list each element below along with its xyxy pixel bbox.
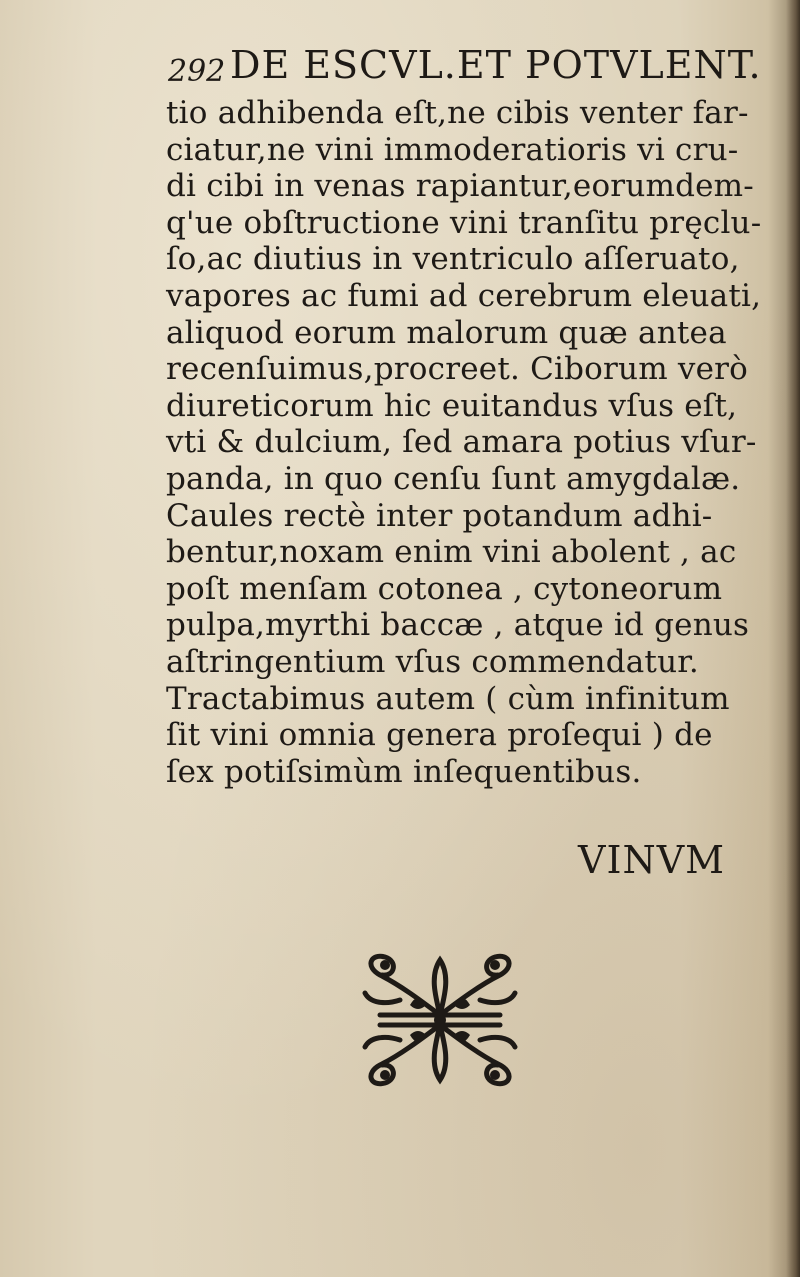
body-text [166,95,762,790]
text-line: Caules rectè inter potandum adhi- [166,497,713,534]
text-line: aliquod eorum malorum quæ antea [166,314,727,351]
text-line: Tractabimus autem ( cùm infinitum [166,680,730,717]
text-line: bentur,noxam enim vini abolent , ac [166,534,737,571]
text-line: poſt menſam cotonea , cytoneorum [166,570,723,607]
text-line: q'ue obſtructione vini tranſitu pręclu- [166,204,762,241]
text-line: vti & dulcium, ſed amara potius vſur- [166,424,757,461]
text-line: pulpa,myrthi baccæ , atque id genus [166,607,750,644]
text-line: di cibi in venas rapiantur,eorumdem- [166,168,754,205]
printer-ornament-icon [340,945,540,1095]
catchword: VINVM [578,838,726,882]
text-line: ſex potiſsimùm inſequentibus. [166,753,642,790]
running-title: DE ESCVL.ET POTVLENT. [230,43,762,87]
text-line: ſo,ac diutius in ventriculo aſſeruato, [166,241,740,278]
page-number: 292 [168,54,226,89]
text-line: ciatur,ne vini immoderatioris vi cru- [166,131,739,168]
text-line: diureticorum hic euitandus vſus eſt, [166,387,738,424]
text-line: panda, in quo cenſu ſunt amygdalæ. [166,460,741,497]
text-line: aſtringentium vſus commendatur. [166,643,699,680]
text-line: tio adhibenda eſt,ne cibis venter far- [166,95,749,131]
running-head [168,40,762,90]
page-edge-shadow [786,0,800,1277]
text-line: vapores ac fumi ad cerebrum eleuati, [166,277,762,314]
text-line: recenſuimus,procreet. Ciborum verò [166,351,748,388]
text-line: ſit vini omnia genera proſequi ) de [166,717,713,754]
